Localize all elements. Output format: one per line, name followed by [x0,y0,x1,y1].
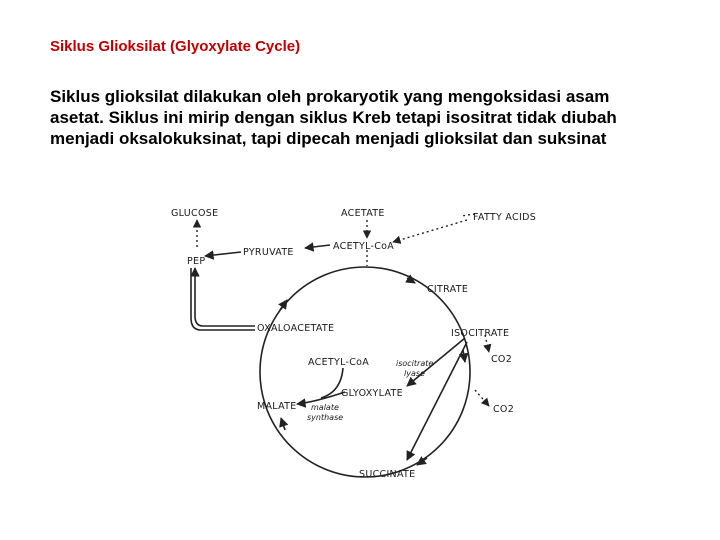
paragraph-line: Siklus glioksilat dilakukan oleh prokaryotik yang mengoksidasi asam [50,87,610,106]
label-acetyl-coa-mid: ACETYL-CoA [308,357,370,368]
label-glyoxylate: GLYOXYLATE [341,388,403,399]
page-title: Siklus Glioksilat (Glyoxylate Cycle) [50,38,301,55]
cycle-ring [260,267,470,477]
label-glucose: GLUCOSE [171,208,219,219]
label-succinate: SUCCINATE [359,469,416,480]
label-oxaloacetate: OXALOACETATE [257,323,335,334]
glyoxylate-cycle-diagram [145,190,570,485]
label-isocitrate-lyase-2: lyase [404,369,425,378]
paragraph-line: menjadi oksalokuksinat, tapi dipecah menjadi glioksilat dan suksinat [50,129,607,148]
label-citrate: CITRATE [427,284,469,295]
label-isocitrate: ISOCITRATE [451,328,510,339]
pep-pyruvate-arrow [205,252,241,256]
co2-arrow-2 [475,390,489,406]
label-co2-2: CO2 [493,404,515,415]
label-pyruvate: PYRUVATE [243,247,294,258]
cycle-arrow [463,350,465,362]
paragraph-line: asetat. Siklus ini mirip dengan siklus Kreb tetapi isositrat tidak diubah [50,108,617,127]
oxaloacetate-pep-line-2 [191,268,255,330]
cycle-arrow [281,418,285,430]
label-acetyl-coa-top: ACETYL-CoA [333,241,395,252]
label-pep: PEP [187,256,206,267]
label-co2-1: CO2 [491,354,513,365]
label-malate: MALATE [257,401,297,412]
body-paragraph [50,86,680,149]
oxaloacetate-pep-line [195,268,255,326]
cycle-arrow [280,300,287,310]
label-isocitrate-lyase: isocitrate [396,359,434,368]
label-fatty-acids: FATTY ACIDS [473,212,537,223]
label-malate-synthase-2: synthase [307,413,344,422]
fatty-acetyl-arrow [393,220,467,242]
label-acetate: ACETATE [341,208,385,219]
diagram-svg [145,190,570,485]
acetyl-pyruvate-arrow [305,245,330,248]
label-malate-synthase: malate [311,403,339,412]
